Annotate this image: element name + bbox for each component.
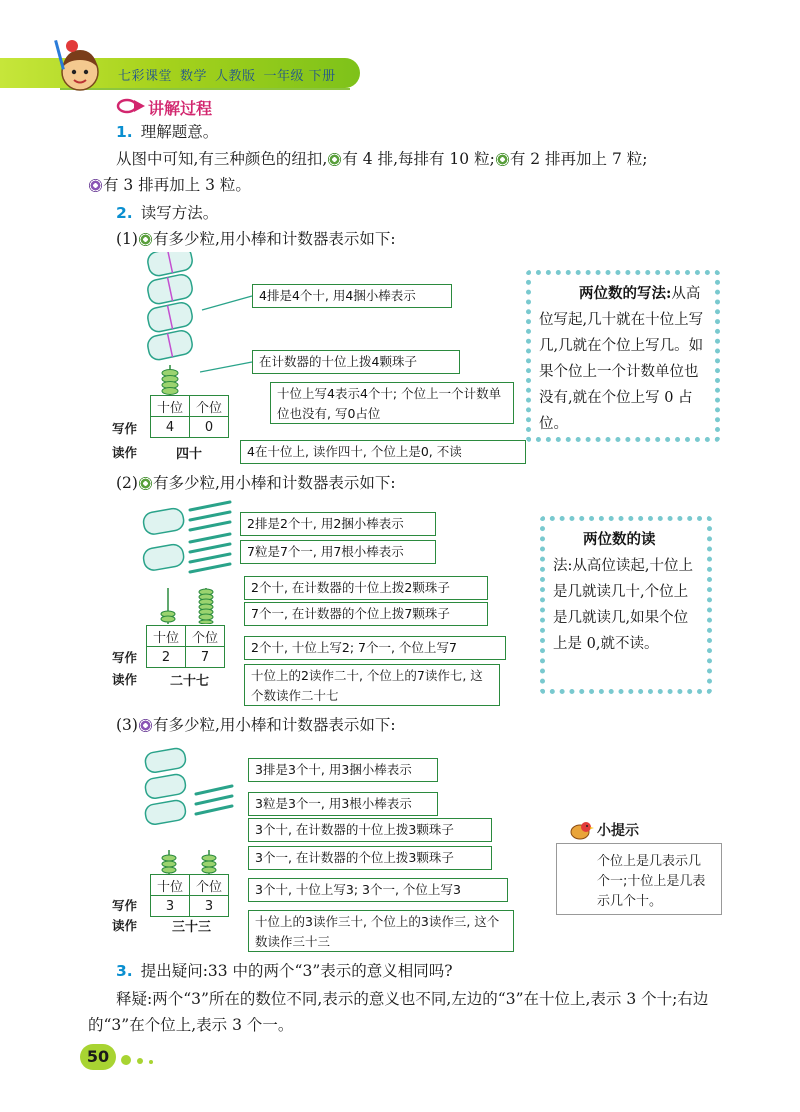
- tens-value: 4: [151, 417, 190, 438]
- ones-header: 个位: [190, 875, 229, 896]
- green-button-icon: [328, 153, 341, 166]
- step-3-answer: 释疑:两个“3”所在的数位不同,表示的意义也不同,左边的“3”在十位上,表示 3 个十;右边的“3”在个位上,表示 3 个一。: [88, 990, 709, 1034]
- write-label: 写作: [112, 898, 138, 913]
- tens-value: 3: [151, 896, 190, 917]
- tens-header: 十位: [151, 875, 190, 896]
- page-dots-icon: [120, 1054, 160, 1066]
- step-1-text-line2: [88, 172, 251, 198]
- abacus-beads-2-7-icon: [150, 588, 220, 624]
- callout-1-2: 在计数器的十位上拨4颗珠子: [252, 350, 460, 374]
- green-button-icon: [496, 153, 509, 166]
- note-writing-body: 从高位写起,几十就在十位上写几,几就在个位上写几。如果个位上一个计数单位也没有,就在个位上写 0 占位。: [539, 286, 704, 432]
- stick-bundles-3-loose-3-icon: [140, 742, 240, 852]
- step-1-heading: [116, 119, 218, 145]
- purple-button-icon: [139, 719, 152, 732]
- callout-2-6: 十位上的2读作二十, 个位上的7读作七, 这个数读作二十七: [244, 664, 500, 706]
- header-title: [118, 65, 344, 84]
- note-reading-body: 法:从高位读起,十位上是几就读几十,个位上是几就读几,如果个位上是 0,就不读。: [553, 558, 693, 652]
- page-number: 50: [80, 1044, 116, 1070]
- step-2-heading: [116, 200, 218, 226]
- note-writing-rule: [526, 270, 720, 442]
- header-edition: 人教版: [215, 69, 256, 84]
- read-value: 二十七: [170, 674, 210, 689]
- step-1-number: 1.: [116, 123, 133, 141]
- step-1-text: [116, 146, 736, 172]
- ones-value: 0: [190, 417, 229, 438]
- callout-1-4: 4在十位上, 读作四十, 个位上是0, 不读: [240, 440, 526, 464]
- note-reading-rule: [540, 516, 712, 694]
- diagram-1-index: (1): [116, 230, 138, 248]
- section-title: 讲解过程: [148, 99, 213, 118]
- read-label: 读作: [112, 445, 138, 460]
- callout-arrows-1: [200, 280, 260, 460]
- tens-value: 2: [147, 647, 186, 668]
- abacus-beads-tens-icon: [155, 365, 185, 397]
- callout-3-3: 3个十, 在计数器的十位上拨3颗珠子: [248, 818, 492, 842]
- diagram-3-intro-text: 有多少粒,用小棒和计数器表示如下:: [152, 716, 396, 734]
- place-value-table-2: [146, 625, 225, 668]
- note-writing-title: 两位数的写法:: [579, 285, 672, 302]
- step-3-title: 提出疑问:33 中的两个“3”表示的意义相同吗?: [140, 962, 453, 980]
- callout-3-1: 3排是3个十, 用3捆小棒表示: [248, 758, 438, 782]
- read-label: 读作: [112, 672, 138, 687]
- step-1-text-c: 有 2 排再加上 7 粒;: [509, 150, 648, 168]
- tip-body: 个位上是几表示几个一;十位上是几表示几个十。: [597, 854, 706, 909]
- diagram-1-intro-text: 有多少粒,用小棒和计数器表示如下:: [152, 230, 396, 248]
- callout-3-4: 3个一, 在计数器的个位上拨3颗珠子: [248, 846, 492, 870]
- read-value: 三十三: [172, 920, 212, 935]
- note-reading-title: 两位数的读: [583, 531, 656, 548]
- mascot-icon: [52, 38, 108, 98]
- step-1-text-a: 从图中可知,有三种颜色的纽扣,: [116, 150, 328, 168]
- header-grade: 一年级 下册: [263, 69, 336, 84]
- callout-2-1: 2排是2个十, 用2捆小棒表示: [240, 512, 436, 536]
- green-button-icon: [139, 233, 152, 246]
- place-value-table-3: [150, 874, 229, 917]
- ones-value: 3: [190, 896, 229, 917]
- diagram-2-intro: [116, 470, 396, 496]
- header-subject: 数学: [180, 69, 208, 84]
- ones-header: 个位: [190, 396, 229, 417]
- step-2-number: 2.: [116, 204, 133, 222]
- tip-title: 小提示: [597, 823, 639, 839]
- callout-3-6: 十位上的3读作三十, 个位上的3读作三, 这个数读作三十三: [248, 910, 514, 952]
- callout-2-4: 7个一, 在计数器的个位上拨7颗珠子: [244, 602, 488, 626]
- diagram-1-intro: [116, 226, 396, 252]
- callout-2-3: 2个十, 在计数器的十位上拨2颗珠子: [244, 576, 488, 600]
- diagram-3-intro: [116, 712, 396, 738]
- callout-3-5: 3个十, 十位上写3; 3个一, 个位上写3: [248, 878, 508, 902]
- read-value: 四十: [176, 447, 203, 462]
- step-2-title: 读写方法。: [140, 204, 219, 222]
- step-3-number: 3.: [116, 962, 133, 980]
- step-1-text-b: 有 4 排,每排有 10 粒;: [342, 150, 495, 168]
- callout-2-2: 7粒是7个一, 用7根小棒表示: [240, 540, 436, 564]
- callout-2-5: 2个十, 十位上写2; 7个一, 个位上写7: [244, 636, 506, 660]
- ones-value: 7: [186, 647, 225, 668]
- abacus-beads-3-3-icon: [155, 850, 221, 874]
- section-arrow-icon: [116, 98, 146, 114]
- header-series: 七彩课堂: [118, 69, 173, 84]
- diagram-3-index: (3): [116, 716, 138, 734]
- step-1-text-d: 有 3 排再加上 3 粒。: [103, 176, 251, 194]
- read-label: 读作: [112, 918, 138, 933]
- step-1-title: 理解题意。: [140, 123, 219, 141]
- ones-header: 个位: [186, 626, 225, 647]
- callout-1-1: 4排是4个十, 用4捆小棒表示: [252, 284, 452, 308]
- stick-bundles-2-loose-7-icon: [140, 500, 240, 590]
- bird-icon: [566, 818, 594, 842]
- write-label: 写作: [112, 650, 138, 665]
- tens-header: 十位: [151, 396, 190, 417]
- write-label: 写作: [112, 421, 138, 436]
- callout-3-2: 3粒是3个一, 用3根小棒表示: [248, 792, 438, 816]
- tens-header: 十位: [147, 626, 186, 647]
- callout-1-3: 十位上写4表示4个十; 个位上一个计数单位也没有, 写0占位: [270, 382, 514, 424]
- step-3-heading: [116, 958, 453, 984]
- tip-box: [556, 843, 722, 915]
- diagram-2-index: (2): [116, 474, 138, 492]
- diagram-2-intro-text: 有多少粒,用小棒和计数器表示如下:: [152, 474, 396, 492]
- purple-button-icon: [89, 179, 102, 192]
- green-button-icon: [139, 477, 152, 490]
